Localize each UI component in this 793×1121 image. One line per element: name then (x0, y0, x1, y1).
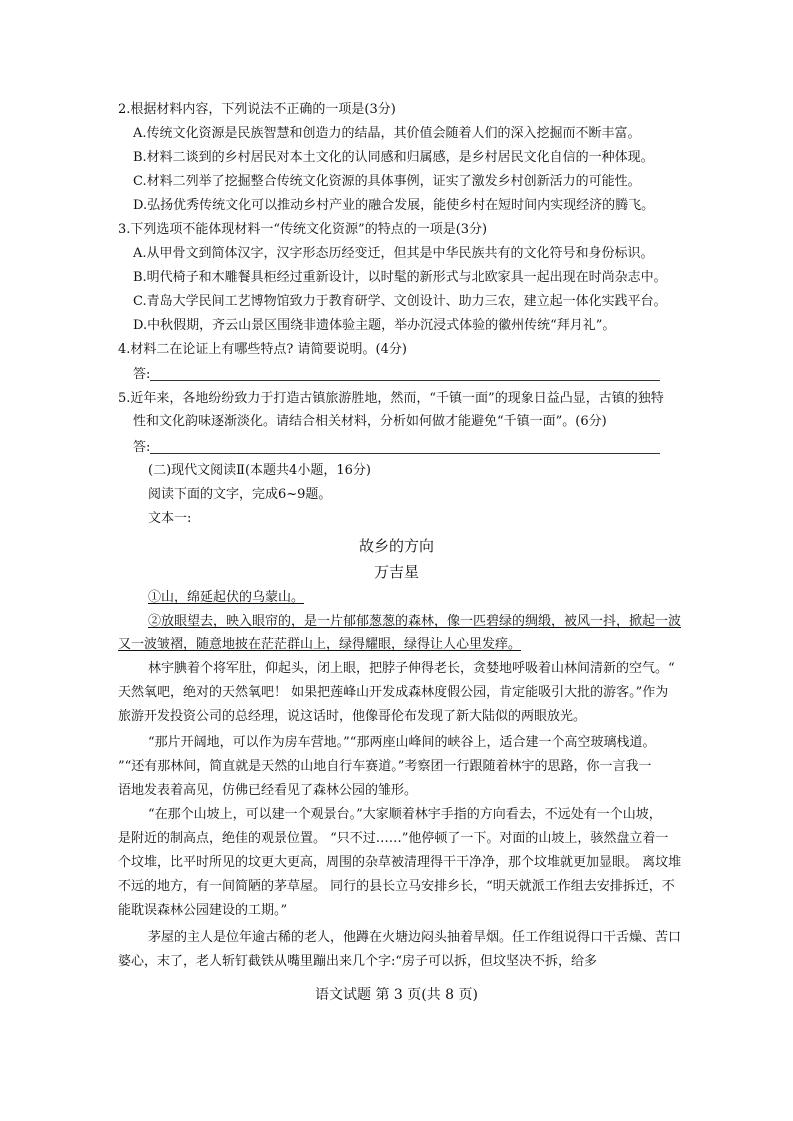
question-2-stem: 2.根据材料内容，下列说法不正确的一项是(3分) (118, 102, 396, 117)
paragraph-4-line-3: 语地发表着高见，仿佛已经看见了森林公园的雏形。 (118, 783, 418, 798)
question-4-stem: 4.材料二在论证上有哪些特点? 请简要说明。(4分) (118, 342, 407, 357)
article-author: 万吉星 (373, 563, 419, 581)
paragraph-3-line-1: 林宇腆着个将军肚，仰起头，闭上眼，把脖子伸得老长，贪婪地呼吸着山林间清新的空气。“ (148, 661, 675, 676)
paragraph-2-line-1: ②放眼望去，映入眼帘的，是一片郁郁葱葱的森林，像一匹碧绿的绸缎，被风一抖，掀起一波 (148, 614, 682, 629)
text-one-label: 文本一: (148, 511, 192, 526)
question-5-answer-label: 答: (133, 440, 151, 455)
section-instruction: 阅读下面的文字，完成6~9题。 (148, 487, 332, 502)
article-title: 故乡的方向 (358, 537, 434, 555)
paragraph-5-line-1: “在那个山坡上，可以建一个观景台。”大家顺着林宇手指的方向看去，不远处有一个山坡， (148, 807, 662, 822)
question-5-stem-line2: 性和文化韵味逐渐淡化。请结合相关材料，分析如何做才能避免“千镇一面”。(6分) (133, 414, 607, 429)
question-2-option-a: A.传统文化资源是民族智慧和创造力的结晶，其价值会随着人们的深入挖掘而不断丰富。 (133, 126, 641, 141)
question-3-option-a: A.从甲骨文到简体汉字，汉字形态历经变迁，但其是中华民族共有的文化符号和身份标识。 (133, 246, 654, 261)
paragraph-6-line-2: 婆心，末了，老人斩钉截铁从嘴里蹦出来几个字:“房子可以拆，但坟坚决不拆，给多 (118, 954, 598, 969)
question-3-option-c: C.青岛大学民间工艺博物馆致力于教育研学、文创设计、助力三农，建立起一体化实践平台。 (133, 294, 667, 309)
question-4-answer-field[interactable] (150, 380, 660, 381)
paragraph-5-line-3: 个坟堆，比平时所见的坟更大更高，周围的杂草被清理得干干净净，那个坟堆就更加显眼。 离坟堆 (118, 855, 682, 870)
paragraph-6-line-1: 茅屋的主人是位年逾古稀的老人，他蹲在火塘边闷头抽着旱烟。任工作组说得口干舌燥、苦口 (148, 930, 682, 945)
question-3-option-d: D.中秋假期，齐云山景区围绕非遗体验主题，举办沉浸式体验的徽州传统“拜月礼”。 (133, 318, 616, 333)
question-2-option-c: C.材料二列举了挖掘整合传统文化资源的具体事例，证实了激发乡村创新活力的可能性。 (133, 174, 641, 189)
paragraph-1: ①山，绵延起伏的乌蒙山。 (148, 590, 305, 605)
question-5-stem-line1: 5.近年来，各地纷纷致力于打造古镇旅游胜地，然而，“千镇一面”的现象日益凸显，古镇的独特 (118, 391, 664, 406)
paragraph-5-line-2: 是附近的制高点，绝佳的观景位置。 “只不过……”他停顿了一下。对面的山坡上，骇然盘立着一 (118, 831, 669, 846)
page-footer: 语文试题 第 3 页(共 8 页) (315, 987, 478, 1003)
question-2-option-d: D.弘扬优秀传统文化可以推动乡村产业的融合发展，能使乡村在短时间内实现经济的腾飞。 (133, 198, 655, 213)
question-3-stem: 3.下列选项不能体现材料一“传统文化资源”的特点的一项是(3分) (118, 222, 488, 237)
paragraph-2-line-2: 又一波皱褶，随意地披在茫茫群山上，绿得耀眼，绿得让人心里发痒。 (118, 637, 522, 652)
section-heading: (二)现代文阅读Ⅱ(本题共4小题，16分) (148, 463, 371, 478)
paragraph-5-line-5: 能耽误森林公园建设的工期。” (118, 903, 288, 918)
paragraph-4-line-2: ”“还有那林间，简直就是天然的山地自行车赛道。”考察团一行跟随着林宇的思路，你一言我一 (118, 759, 652, 774)
paragraph-5-line-4: 不远的地方，有一间简陋的茅草屋。 同行的县长立马安排乡长，“明天就派工作组去安排拆迁，不 (118, 879, 675, 894)
question-5-answer-field[interactable] (150, 453, 660, 454)
paragraph-4-line-1: “那片开阔地，可以作为房车营地。”“那两座山峰间的峡谷上，适合建一个高空玻璃栈道。 (148, 735, 656, 750)
question-2-option-b: B.材料二谈到的乡村居民对本土文化的认同感和归属感，是乡村居民文化自信的一种体现。 (133, 150, 654, 165)
paragraph-3-line-2: 天然氧吧，绝对的天然氧吧！ 如果把莲峰山开发成森林度假公园，肯定能吸引大批的游客。”作为 (118, 685, 669, 700)
question-4-answer-label: 答: (133, 367, 151, 382)
paragraph-3-line-3: 旅游开发投资公司的总经理，说这话时，他像哥伦布发现了新大陆似的两眼放光。 (118, 709, 587, 724)
question-3-option-b: B.明代椅子和木雕餐具柜经过重新设计，以时髦的新形式与北欧家具一起出现在时尚杂志中。 (133, 270, 667, 285)
